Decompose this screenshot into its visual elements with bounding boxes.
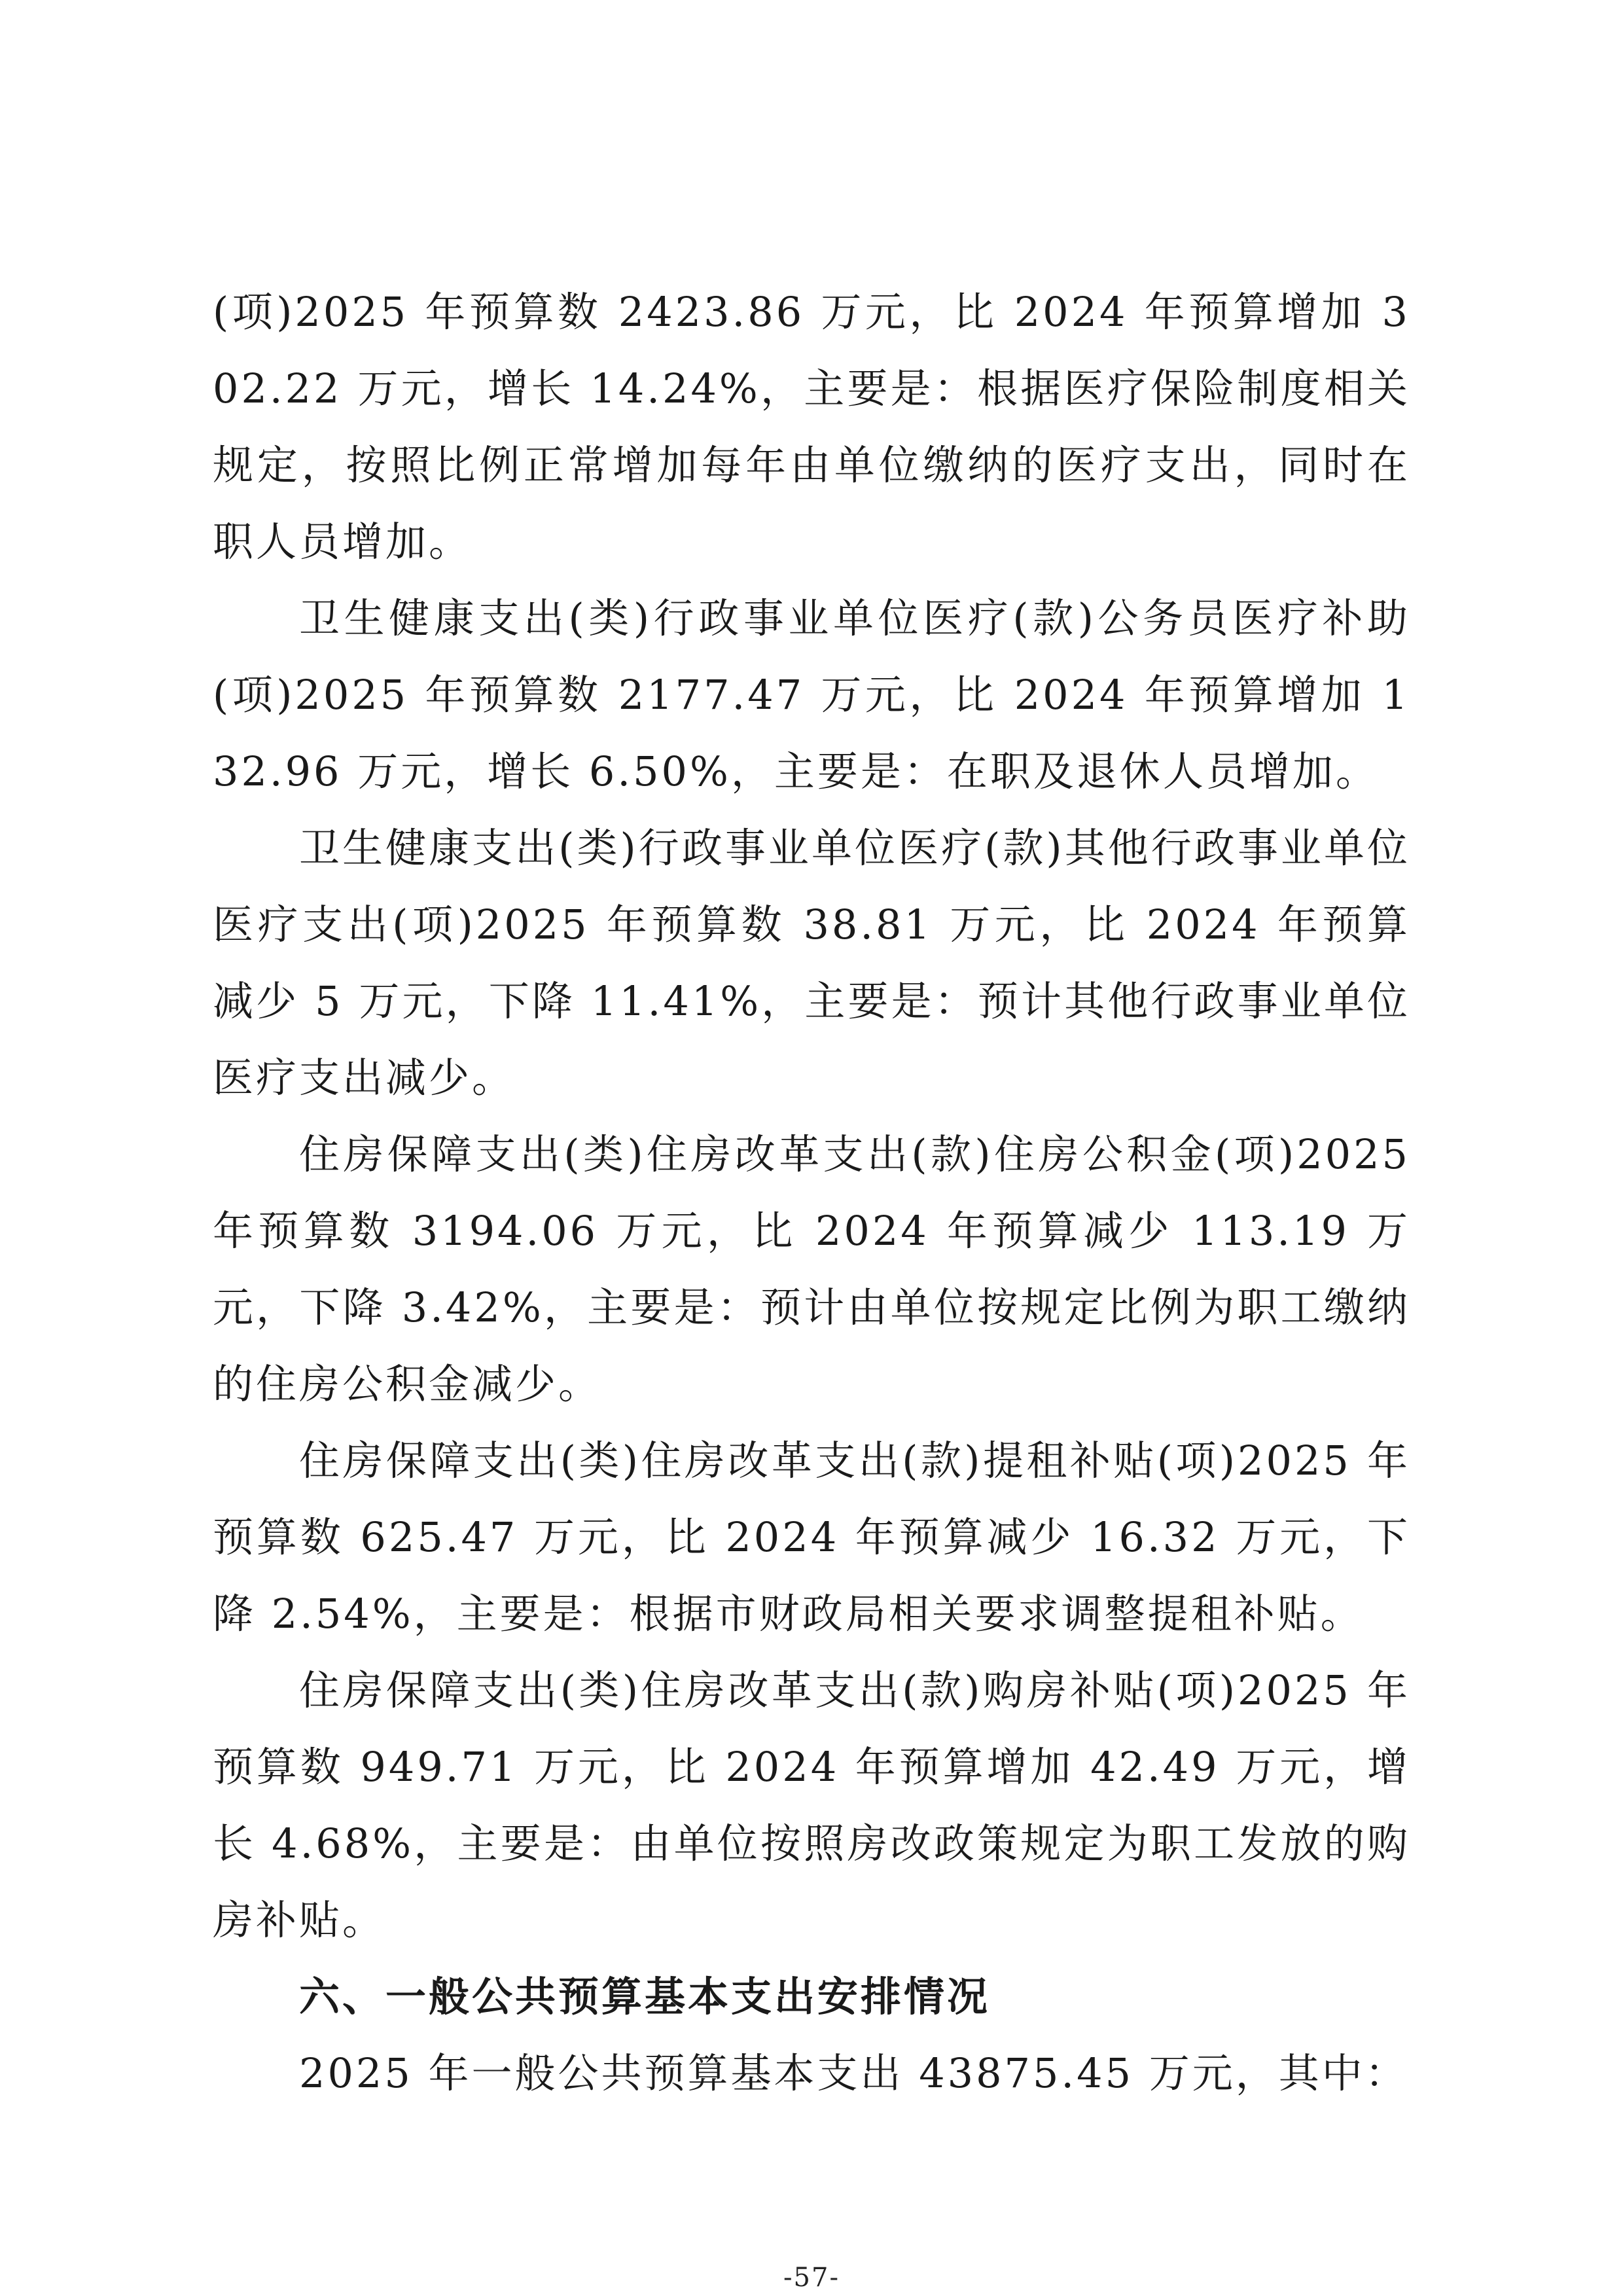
paragraph-other-medical-expenditure: 卫生健康支出(类)行政事业单位医疗(款)其他行政事业单位医疗支出(项)2025 年预算数 38.81 万元，比 2024 年预算减少 5 万元，下降 11.41%，主要是：预计其他行政事业单位医疗支出减少。 xyxy=(213,824,1410,1102)
paragraph-rent-subsidy: 住房保障支出(类)住房改革支出(款)提租补贴(项)2025 年预算数 625.47 万元，比 2024 年预算减少 16.32 万元，下降 2.54%，主要是：根据市财政局相关要求调整提租补贴。 xyxy=(213,1437,1410,1638)
paragraph-medical-insurance-contribution: (项)2025 年预算数 2423.86 万元，比 2024 年预算增加 302.22 万元，增长 14.24%，主要是：根据医疗保险制度相关规定，按照比例正常增加每年由单位缴纳的医疗支出，同时在职人员增加。 xyxy=(213,288,1410,565)
paragraph-housing-provident-fund: 住房保障支出(类)住房改革支出(款)住房公积金(项)2025 年预算数 3194.06 万元，比 2024 年预算减少 113.19 万元，下降 3.42%，主要是：预计由单位按规定比例为职工缴纳的住房公积金减少。 xyxy=(213,1130,1410,1408)
paragraph-housing-purchase-subsidy: 住房保障支出(类)住房改革支出(款)购房补贴(项)2025 年预算数 949.71 万元，比 2024 年预算增加 42.49 万元，增长 4.68%，主要是：由单位按照房改政策规定为职工发放的购房补贴。 xyxy=(213,1666,1410,1944)
page-number: -57- xyxy=(783,2263,840,2293)
section-heading: 六、一般公共预算基本支出安排情况 xyxy=(299,1973,991,2020)
paragraph-basic-expenditure-summary: 2025 年一般公共预算基本支出 43875.45 万元，其中： xyxy=(299,2049,1408,2097)
document-body xyxy=(213,274,1410,2111)
paragraph-civil-servant-medical-subsidy: 卫生健康支出(类)行政事业单位医疗(款)公务员医疗补助(项)2025 年预算数 2177.47 万元，比 2024 年预算增加 132.96 万元，增长 6.50%，主要是：在职及退休人员增加。 xyxy=(213,594,1410,795)
